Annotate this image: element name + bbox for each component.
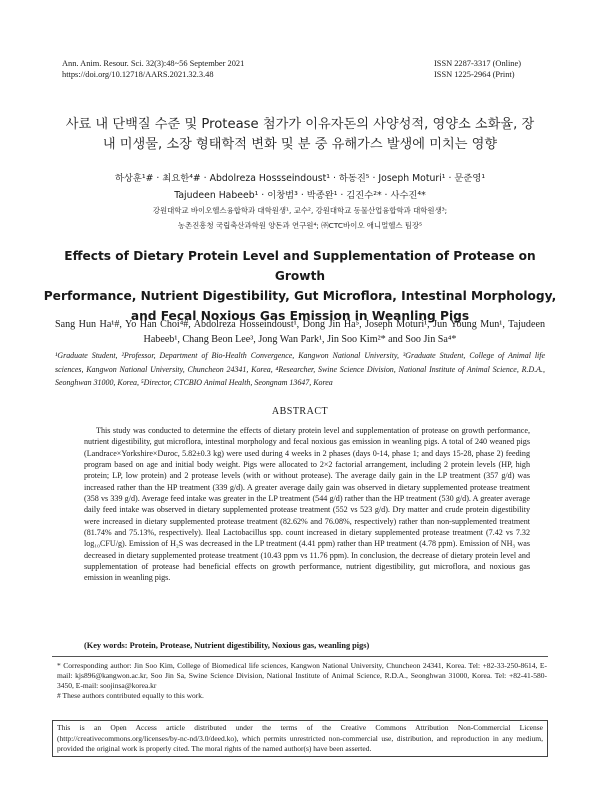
abstract-body: This study was conducted to determine the effects of dietary protein level and supplementation of protease on growth performance, nutrient digestibility, gut microflora, intestinal morphology and fecal noxious gas emission in weanling pigs. A total of 240 weaned pigs (Landrace×Yorkshire×Duroc, 5.82±0.3 kg) were used during 4 weeks in 2 phases (days 0-14, phase 1; and days 15-28, phase 2) feeding program based on age and initial body weight. Pigs were allocated to 2×2 factorial arrangement, including 2 protein levels (HP, high protein; LP, low protein) and 2 protease levels (with or without protease). The average daily gain in the LP treatment (357 g/d) was increased rather than the HP treatment (339 g/d). A greater average daily gain was observed in dietary supplemented protease treatment (358 vs 339 g/d). Average feed intake was greater in the LP treatment (544 g/d) rather than the HP treatment (530 g/d). A greater average daily feed intake was observed in dietary supplemented protease treatment (552 vs 523 g/d). Dry matter and crude protein digestibility were increased in dietary supplemented protease treatment (82.62% and 76.08%, respectively) rather than non-supplemented treatment (81.74% and 75.13%, respectively). Ileal Lactobacillus spp. count increased in dietary supplemented protease treatment (7.42 vs 7.32 log₁₀CFU/g). Emission of H₂S was decreased in the LP treatment (4.41 ppm) rather than HP treatment (4.78 ppm). Emission of NH₃ was decreased in dietary supplemented protease treatment (10.43 ppm vs 11.76 ppm). In conclusion, the decrease of dietary protein level and supplementation of protease had beneficial effects on growth performance, nutrient digestibility, gut microflora, and noxious gas emission in weanling pigs. <box>84 426 530 583</box>
english-title <box>40 246 560 326</box>
doi-link[interactable]: https://doi.org/10.12718/AARS.2021.32.3.48 <box>62 70 214 79</box>
license-box: This is an Open Access article distributed under the terms of the Creative Commons Attribution Non-Commercial License (http://creativecommons.org/licenses/by-nc-nd/3.0/deed.ko), which permits unrestricted non-commercial use, distribution, and reproduction in any medium, provided the original work is properly cited. The moral rights of the named author(s) have been asserted. <box>52 720 548 757</box>
corresponding-author-note: * Corresponding author: Jin Soo Kim, College of Biomedical life sciences, Kangwon National University, Chuncheon 24341, Korea. Tel: +82-33-250-8614, E-mail: kjs896@kangwon.ac.kr, Soo Jin Sa, Swine Science Division, National Institute of Animal Science, R.D.A., Seonghwan 31000, Korea. Tel: +82-41-580-3450, E-mail: soojinsa@korea.kr <box>57 661 547 691</box>
korean-title-line: 내 미생물, 소장 형태학적 변화 및 분 중 유해가스 발생에 미치는 영향 <box>102 137 498 152</box>
english-authors: Sang Hun Ha¹#, Yo Han Choi⁴#, Abdolreza Hosseindoust¹, Dong Jin Ha⁵, Joseph Moturi¹, Jun Young Mun¹, Tajudeen Habeeb¹, Chang Beon Lee³, Jong Wan Park¹, Jin Soo Kim²* and Soo Jin Sa⁴* <box>55 319 545 345</box>
issn-online: ISSN 2287-3317 (Online) <box>434 59 522 68</box>
korean-title-line: 사료 내 단백질 수준 및 Protease 첨가가 이유자돈의 사양성적, 영양소 소화율, 장 <box>65 117 535 132</box>
footnotes <box>57 661 547 701</box>
abstract-heading: ABSTRACT <box>271 406 329 417</box>
keywords: (Key words: Protein, Protease, Nutrient digestibility, Noxious gas, weanling pigs) <box>84 641 370 650</box>
korean-affiliation-line: 강원대학교 바이오헬스융합학과 대학원생¹, 교수², 강원대학교 동물산업융합학과 대학원생³; <box>152 206 448 215</box>
korean-title <box>40 115 560 155</box>
journal-citation <box>62 58 244 80</box>
korean-authors-line: 하상훈¹# · 최요한⁴# · Abdolreza Hossseindoust¹ · 하동진⁵ · Joseph Moturi¹ · 문준영¹ <box>114 173 486 184</box>
english-affiliations: ¹Graduate Student, ²Professor, Department of Bio-Health Convergence, Kangwon National University, ³Graduate Student, College of Animal life sciences, Kangwon National University, Chuncheon 24341, Korea, ⁴Researcher, Swine Science Division, National Institute of Animal Science, R.D.A., Seonghwan 31000, Korea, ⁵Director, CTCBIO Animal Health, Seongnam 13647, Korea <box>55 351 545 388</box>
korean-authors <box>40 170 560 204</box>
footnote-divider <box>52 656 548 657</box>
korean-affiliation-line: 농촌진흥청 국립축산과학원 양돈과 연구원⁴; ㈜CTC바이오 애니멀헬스 팀장⁵ <box>177 221 423 230</box>
english-title-line: Effects of Dietary Protein Level and Supplementation of Protease on Growth <box>64 249 536 283</box>
equal-contribution-note: # These authors contributed equally to this work. <box>57 691 204 701</box>
korean-authors-line: Tajudeen Habeeb¹ · 이창범³ · 박종완¹ · 김진수²* · 사수진⁴* <box>174 190 426 201</box>
journal-line: Ann. Anim. Resour. Sci. 32(3):48~56 September 2021 <box>62 59 245 68</box>
korean-affiliations <box>40 203 560 233</box>
english-title-line: and Fecal Noxious Gas Emission in Weanling Pigs <box>130 309 470 323</box>
english-title-line: Performance, Nutrient Digestibility, Gut Microflora, Intestinal Morphology, <box>43 289 557 303</box>
issn-block <box>434 58 521 80</box>
issn-print: ISSN 1225-2964 (Print) <box>434 70 515 79</box>
